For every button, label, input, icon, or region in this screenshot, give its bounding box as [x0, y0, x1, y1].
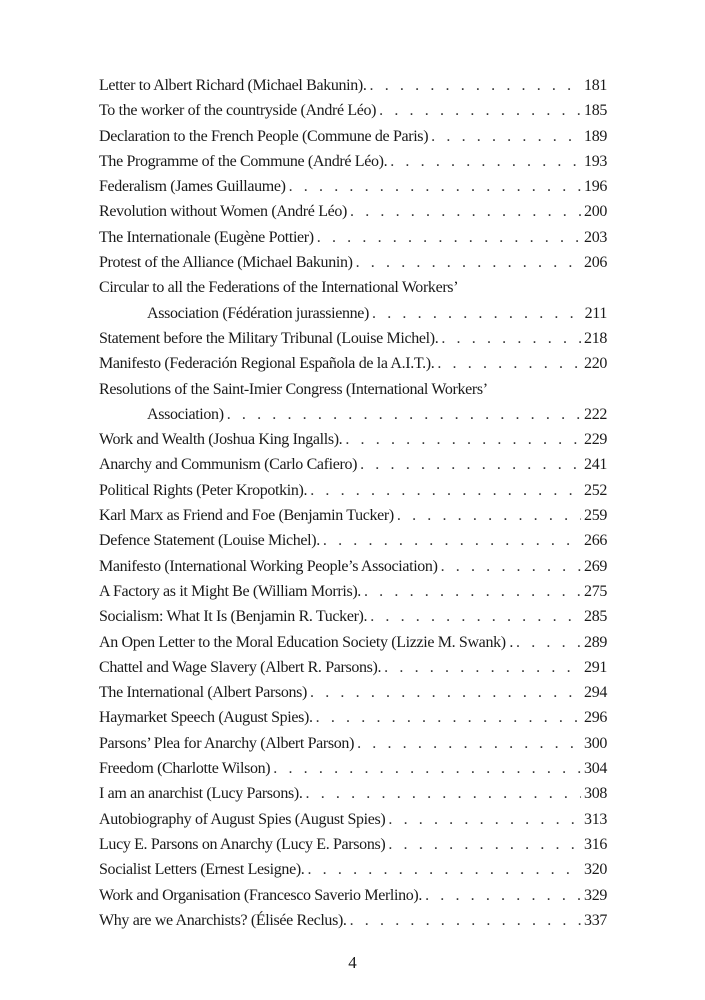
dot-leader: [441, 326, 581, 351]
toc-entry-page: 316: [584, 835, 607, 853]
toc-entry: [99, 807, 607, 832]
toc-entry-page: 329: [584, 886, 607, 904]
toc-entry: [99, 478, 607, 503]
dot-leader: [388, 832, 581, 857]
toc-entry: [99, 452, 607, 477]
dot-leader: [350, 199, 581, 224]
toc-entry-page: 313: [584, 810, 607, 828]
toc-entry: [99, 250, 607, 275]
toc-entry: [99, 680, 607, 705]
toc-entry-title: Parsons’ Plea for Anarchy (Albert Parson): [99, 734, 355, 752]
toc-entry-page: 206: [584, 254, 607, 272]
toc-entry-title: Freedom (Charlotte Wilson): [99, 760, 271, 778]
toc-entry: [99, 351, 607, 376]
toc-entry-page: 259: [584, 507, 607, 525]
dot-leader: [425, 883, 581, 908]
dot-leader: [431, 124, 581, 149]
toc-entry: [99, 225, 607, 250]
dot-leader: [306, 781, 582, 806]
toc-entry-page: 275: [584, 582, 607, 600]
dot-leader: [364, 579, 581, 604]
toc-entry-page: 200: [584, 203, 607, 221]
toc-entry: [99, 149, 607, 174]
dot-leader: [273, 756, 581, 781]
dot-leader: [370, 604, 581, 629]
toc-entry: [99, 756, 607, 781]
toc-entry: [99, 731, 607, 756]
toc-entry-title: Association (Fédération jurassienne): [147, 304, 370, 322]
toc-entry-title: Statement before the Military Tribunal (Louise Michel).: [99, 329, 439, 347]
dot-leader: [390, 149, 581, 174]
dot-leader: [316, 705, 581, 730]
toc-entry: [99, 377, 607, 428]
toc-entry-page: 196: [584, 178, 607, 196]
toc-entry: [99, 883, 607, 908]
toc-entry-title: Declaration to the French People (Commune de Paris): [99, 127, 429, 145]
toc-entry-title: Socialist Letters (Ernest Lesigne).: [99, 861, 305, 879]
toc-entry: [99, 528, 607, 553]
toc-entry-page: 181: [584, 77, 607, 94]
dot-leader: [356, 250, 581, 275]
toc-entry-title: Anarchy and Communism (Carlo Cafiero): [99, 456, 358, 474]
toc-entry: [99, 908, 607, 933]
dot-leader: [516, 630, 581, 655]
toc-entry-title: Socialism: What It Is (Benjamin R. Tucker).: [99, 608, 368, 626]
toc-entry-title: To the worker of the countryside (André Léo): [99, 102, 377, 120]
toc-entry-title-line1: Resolutions of the Saint-Imier Congress (International Workers’: [99, 380, 488, 398]
toc-entry: [99, 579, 607, 604]
toc-entry: [99, 832, 607, 857]
toc-entry-title: Karl Marx as Friend and Foe (Benjamin Tucker): [99, 507, 394, 525]
toc-entry-page: 308: [584, 785, 607, 803]
toc-entry-page: 320: [584, 861, 607, 879]
toc-entry-title: The Programme of the Commune (André Léo).: [99, 152, 388, 170]
toc-entry: [99, 705, 607, 730]
toc-entry-title: Work and Wealth (Joshua King Ingalls).: [99, 431, 343, 449]
toc-entry: [99, 174, 607, 199]
toc-entry-title: The Internationale (Eugène Pottier): [99, 228, 314, 246]
toc-entry: [99, 554, 607, 579]
toc-entry-title: Chattel and Wage Slavery (Albert R. Parsons).: [99, 658, 382, 676]
dot-leader: [350, 908, 581, 933]
toc-entry: [99, 427, 607, 452]
toc-entry: [99, 98, 607, 123]
toc-entry-title: Manifesto (Federación Regional Española de la A.I.T.).: [99, 355, 435, 373]
toc-entry-page: 337: [584, 911, 607, 929]
dot-leader: [437, 351, 581, 376]
toc-entry-title: Association): [147, 405, 224, 423]
toc-entry: [99, 503, 607, 528]
toc-entry-title: An Open Letter to the Moral Education Society (Lizzie M. Swank) .: [99, 633, 514, 651]
dot-leader: [397, 503, 581, 528]
toc-entry-page: 203: [584, 228, 607, 246]
toc-entry-title: Defence Statement (Louise Michel).: [99, 532, 320, 550]
toc-entry-page: 300: [584, 734, 607, 752]
toc-entry: [99, 73, 607, 98]
toc-entry-title: A Factory as it Might Be (William Morris).: [99, 582, 361, 600]
toc-entry-title: Why are we Anarchists? (Élisée Reclus).: [99, 911, 347, 929]
toc-entry: [99, 124, 607, 149]
toc-entry-title: Work and Organisation (Francesco Saverio Merlino).: [99, 886, 423, 904]
dot-leader: [360, 452, 581, 477]
dot-leader: [310, 478, 581, 503]
dot-leader: [384, 655, 581, 680]
dot-leader: [310, 680, 581, 705]
toc-entry-page: 291: [584, 658, 607, 676]
toc-entry-page: 252: [584, 481, 607, 499]
dot-leader: [323, 528, 581, 553]
dot-leader: [441, 554, 581, 579]
toc-entry: [99, 630, 607, 655]
dot-leader: [317, 225, 581, 250]
toc-entry: [99, 326, 607, 351]
toc-entry: [99, 781, 607, 806]
toc-entry: [99, 275, 607, 326]
toc-entry-title: Manifesto (International Working People’s Association): [99, 557, 438, 575]
toc-entry-page: 220: [584, 355, 607, 373]
toc-entry: [99, 199, 607, 224]
dot-leader: [370, 73, 582, 98]
toc-entry: [99, 655, 607, 680]
dot-leader: [379, 98, 581, 123]
toc-entry-page: 222: [584, 405, 607, 423]
dot-leader: [307, 857, 581, 882]
toc-entry-title: Haymarket Speech (August Spies).: [99, 709, 313, 727]
toc-entry-page: 304: [584, 760, 607, 778]
dot-leader: [357, 731, 581, 756]
toc-entry-page: 185: [584, 102, 607, 120]
dot-leader: [227, 402, 581, 427]
toc-entry-title: Autobiography of August Spies (August Spies): [99, 810, 386, 828]
toc-entry-page: 289: [584, 633, 607, 651]
toc-entry-page: 241: [584, 456, 607, 474]
toc-entry-page: 296: [584, 709, 607, 727]
toc-entry-page: 218: [584, 329, 607, 347]
dot-leader: [289, 174, 581, 199]
toc-entry-title: Revolution without Women (André Léo): [99, 203, 347, 221]
toc-entry-page: 285: [584, 608, 607, 626]
toc-entry-title: Lucy E. Parsons on Anarchy (Lucy E. Parsons): [99, 835, 386, 853]
toc-entry-title: I am an anarchist (Lucy Parsons).: [99, 785, 303, 803]
toc-entry-title: Letter to Albert Richard (Michael Bakunin).: [99, 77, 367, 94]
dot-leader: [345, 427, 581, 452]
toc-entry-page: 189: [584, 127, 607, 145]
toc-entry-page: 211: [584, 304, 607, 322]
toc-entry-page: 229: [584, 431, 607, 449]
dot-leader: [388, 807, 581, 832]
toc-entry-page: 193: [584, 152, 607, 170]
toc-entry-title-line1: Circular to all the Federations of the International Workers’: [99, 279, 459, 297]
toc-entry-page: 294: [584, 684, 607, 702]
toc-entry-title: Protest of the Alliance (Michael Bakunin): [99, 254, 353, 272]
toc-entry: [99, 604, 607, 629]
table-of-contents: [99, 73, 607, 933]
toc-entry: [99, 857, 607, 882]
toc-entry-title: Federalism (James Guillaume): [99, 178, 286, 196]
toc-entry-title: The International (Albert Parsons): [99, 684, 308, 702]
toc-entry-page: 269: [584, 557, 607, 575]
toc-entry-page: 266: [584, 532, 607, 550]
toc-entry-title: Political Rights (Peter Kropotkin).: [99, 481, 308, 499]
dot-leader: [372, 301, 582, 326]
page-number: 4: [348, 953, 357, 972]
